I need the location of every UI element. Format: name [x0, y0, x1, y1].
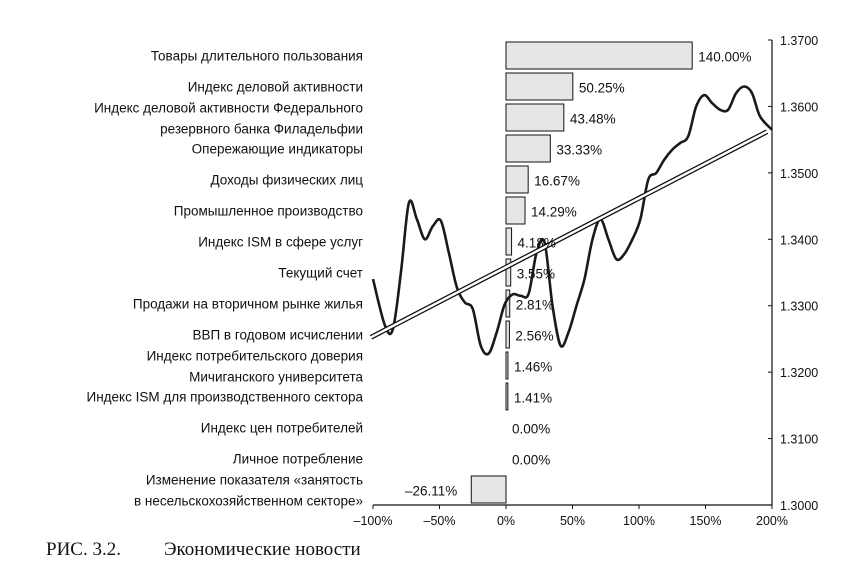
category-label: Индекс ISM в сфере услуг [198, 234, 363, 250]
y-tick-label: 1.3000 [780, 499, 819, 513]
category-label: Продажи на вторичном рынке жилья [132, 296, 363, 312]
trend-line-inner [371, 132, 767, 338]
x-tick-label: 200% [756, 514, 788, 528]
bar [471, 476, 506, 503]
bar [506, 166, 528, 193]
y-tick-label: 1.3300 [780, 299, 819, 314]
category-label: Индекс ISM для производственного сектора [86, 389, 363, 405]
bar-value-label: 2.56% [515, 328, 554, 344]
bar [506, 383, 508, 410]
x-tick-label: –50% [423, 514, 456, 528]
figure-title: Экономические новости [164, 539, 361, 560]
category-label: ВВП в годовом исчислении [192, 327, 363, 343]
category-labels [87, 49, 364, 509]
bar-value-label: 1.46% [513, 359, 553, 375]
category-label: Личное потребление [232, 451, 363, 467]
figure-caption [46, 539, 361, 561]
y-tick-label: 1.3500 [780, 166, 819, 181]
bar-value-labels [405, 50, 752, 499]
price-line [371, 87, 772, 355]
bar-value-label: 1.41% [513, 390, 553, 406]
figure-label: РИС. 3.2. [46, 539, 121, 560]
category-label: Опережающие индикаторы [191, 141, 363, 157]
bar [506, 321, 509, 348]
bar [506, 42, 692, 69]
bar-value-label: 3.55% [516, 266, 556, 282]
bar-value-label: 14.29% [531, 204, 577, 220]
y-tick-label: 1.3200 [780, 366, 819, 381]
category-label: Индекс потребительского доверия Мичиганского университета [146, 348, 363, 385]
price-series-line [373, 87, 772, 355]
category-label: Товары длительного пользования [150, 48, 363, 64]
bar-value-label: 140.00% [698, 49, 752, 65]
category-label: Индекс деловой активности Федерального резервного банка Филадельфии [94, 100, 363, 137]
bar [506, 135, 550, 162]
x-tick-label: 50% [559, 514, 586, 528]
bar-value-label: –26.11% [404, 483, 458, 499]
y-tick-label: 1.3100 [780, 432, 819, 447]
bar-value-label: 50.25% [578, 80, 625, 96]
x-tick-label: 100% [623, 514, 655, 528]
bar-value-label: 0.00% [512, 421, 551, 437]
y-tick-label: 1.3700 [780, 34, 819, 48]
category-label: Доходы физических лиц [210, 172, 363, 188]
bar [506, 352, 508, 379]
category-label: Индекс цен потребителей [200, 420, 363, 436]
bar [506, 104, 564, 131]
bar-value-label: 4.18% [517, 235, 556, 251]
x-tick-label: 0% [496, 514, 516, 528]
category-label: Индекс деловой активности [187, 79, 363, 95]
bar-value-label: 2.81% [515, 297, 555, 313]
bar [506, 197, 525, 224]
bar [506, 73, 573, 100]
bar-value-label: 0.00% [512, 452, 551, 468]
axes [354, 34, 819, 528]
bar-value-label: 16.67% [534, 173, 580, 189]
category-label: Изменение показателя «занятость в несельскохозяйственном секторе» [133, 472, 363, 509]
y-tick-label: 1.3600 [780, 100, 819, 115]
bar-value-label: 33.33% [556, 142, 603, 158]
x-tick-label: 150% [689, 514, 722, 528]
category-label: Текущий счет [278, 265, 363, 281]
category-label: Промышленное производство [173, 203, 363, 219]
bar [506, 228, 512, 255]
x-tick-label: –100% [353, 514, 393, 528]
bar-value-label: 43.48% [569, 111, 616, 127]
y-tick-label: 1.3400 [780, 233, 819, 248]
bar [506, 290, 510, 317]
